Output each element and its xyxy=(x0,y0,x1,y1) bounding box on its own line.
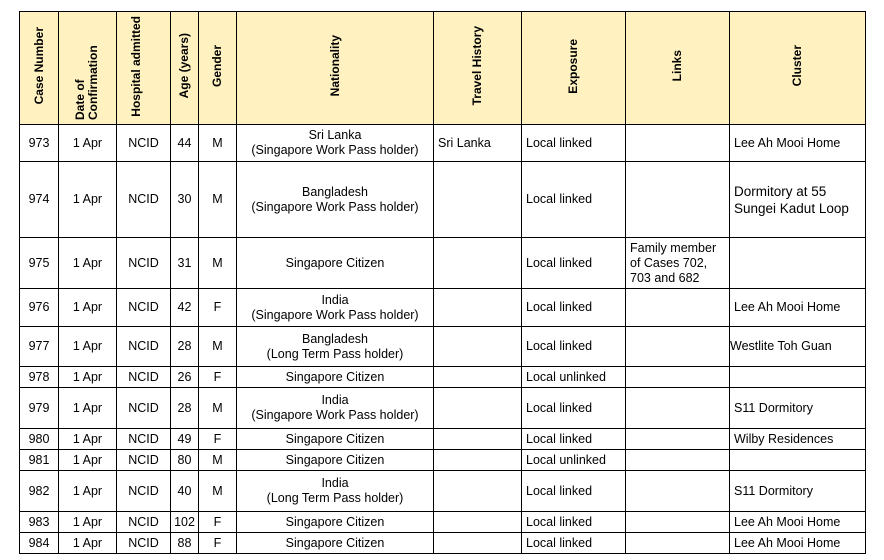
gender-cell: F xyxy=(199,367,237,388)
gender-cell: M xyxy=(199,388,237,429)
date-cell: 1 Apr xyxy=(59,471,117,512)
hospital-cell: NCID xyxy=(117,327,171,367)
exposure-cell: Local linked xyxy=(522,533,626,554)
age-cell: 102 xyxy=(171,512,199,533)
nationality-line: India xyxy=(321,393,349,407)
date-cell: 1 Apr xyxy=(59,388,117,429)
cluster-cell: Wilby Residences xyxy=(730,429,866,450)
exposure-cell: Local unlinked xyxy=(522,450,626,471)
pass-type-line: (Long Term Pass holder) xyxy=(266,491,404,505)
nationality-line: Singapore Citizen xyxy=(285,431,385,446)
travel-history-cell: Sri Lanka xyxy=(434,125,522,162)
date-cell: 1 Apr xyxy=(59,429,117,450)
pass-type-line: (Singapore Work Pass holder) xyxy=(251,143,419,157)
header-date: Date of Confirmation xyxy=(59,12,117,125)
pass-type-line: (Singapore Work Pass holder) xyxy=(251,408,419,422)
exposure-cell: Local linked xyxy=(522,388,626,429)
gender-cell: M xyxy=(199,471,237,512)
header-cluster: Cluster xyxy=(730,12,866,125)
travel-history-cell xyxy=(434,238,522,289)
age-cell: 49 xyxy=(171,429,199,450)
hospital-cell: NCID xyxy=(117,125,171,162)
cluster-cell: Lee Ah Mooi Home xyxy=(730,533,866,554)
exposure-cell: Local linked xyxy=(522,429,626,450)
nationality-line: Bangladesh xyxy=(301,331,369,346)
nationality-cell xyxy=(237,367,434,388)
age-cell: 31 xyxy=(171,238,199,289)
links-cell xyxy=(626,327,730,367)
hospital-cell: NCID xyxy=(117,533,171,554)
table-row xyxy=(20,238,866,289)
table-row xyxy=(20,512,866,533)
header-travel-history: Travel History xyxy=(434,12,522,125)
hospital-cell: NCID xyxy=(117,162,171,238)
gender-cell: F xyxy=(199,289,237,327)
travel-history-cell xyxy=(434,289,522,327)
header-row xyxy=(20,12,866,125)
date-cell: 1 Apr xyxy=(59,533,117,554)
header-nationality: Nationality xyxy=(237,12,434,125)
links-cell: Family member of Cases 702, 703 and 682 xyxy=(626,238,730,289)
links-cell xyxy=(626,450,730,471)
cluster-cell xyxy=(730,367,866,388)
pass-type-line: (Long Term Pass holder) xyxy=(266,346,404,361)
nationality-cell xyxy=(237,512,434,533)
nationality-cell xyxy=(237,450,434,471)
age-cell: 28 xyxy=(171,388,199,429)
nationality-line: Singapore Citizen xyxy=(285,255,385,270)
case-number-cell: 978 xyxy=(20,367,59,388)
nationality-line: Bangladesh xyxy=(301,184,369,199)
case-number-cell: 973 xyxy=(20,125,59,162)
cluster-cell: Dormitory at 55 Sungei Kadut Loop xyxy=(730,162,866,238)
age-cell: 28 xyxy=(171,327,199,367)
gender-cell: M xyxy=(199,162,237,238)
case-number-cell: 984 xyxy=(20,533,59,554)
exposure-cell: Local linked xyxy=(522,125,626,162)
travel-history-cell xyxy=(434,471,522,512)
links-cell xyxy=(626,471,730,512)
case-number-cell: 983 xyxy=(20,512,59,533)
exposure-cell: Local linked xyxy=(522,289,626,327)
age-cell: 44 xyxy=(171,125,199,162)
hospital-cell: NCID xyxy=(117,429,171,450)
pass-type-line: (Singapore Work Pass holder) xyxy=(251,307,419,322)
nationality-cell xyxy=(237,238,434,289)
travel-history-cell xyxy=(434,162,522,238)
gender-cell: F xyxy=(199,429,237,450)
table-row xyxy=(20,388,866,429)
table-row xyxy=(20,125,866,162)
travel-history-cell xyxy=(434,450,522,471)
cluster-cell: Westlite Toh Guan xyxy=(730,327,866,367)
hospital-cell: NCID xyxy=(117,238,171,289)
links-cell xyxy=(626,125,730,162)
links-cell xyxy=(626,367,730,388)
pass-type-line: (Singapore Work Pass holder) xyxy=(251,199,419,214)
nationality-line: India xyxy=(321,476,349,490)
nationality-cell xyxy=(237,533,434,554)
age-cell: 40 xyxy=(171,471,199,512)
date-cell: 1 Apr xyxy=(59,367,117,388)
nationality-line: Sri Lanka xyxy=(308,128,362,142)
header-exposure: Exposure xyxy=(522,12,626,125)
case-number-cell: 977 xyxy=(20,327,59,367)
gender-cell: F xyxy=(199,533,237,554)
header-gender: Gender xyxy=(199,12,237,125)
nationality-cell xyxy=(237,471,434,512)
case-number-cell: 982 xyxy=(20,471,59,512)
gender-cell: F xyxy=(199,512,237,533)
age-cell: 30 xyxy=(171,162,199,238)
nationality-cell xyxy=(237,429,434,450)
case-number-cell: 979 xyxy=(20,388,59,429)
nationality-cell xyxy=(237,388,434,429)
exposure-cell: Local linked xyxy=(522,512,626,533)
hospital-cell: NCID xyxy=(117,471,171,512)
links-cell xyxy=(626,429,730,450)
date-cell: 1 Apr xyxy=(59,238,117,289)
table-row xyxy=(20,327,866,367)
links-cell xyxy=(626,533,730,554)
case-number-cell: 980 xyxy=(20,429,59,450)
hospital-cell: NCID xyxy=(117,367,171,388)
table-row xyxy=(20,471,866,512)
table-row xyxy=(20,533,866,554)
case-number-cell: 981 xyxy=(20,450,59,471)
exposure-cell: Local linked xyxy=(522,238,626,289)
header-case-number: Case Number xyxy=(20,12,59,125)
travel-history-cell xyxy=(434,367,522,388)
cluster-cell: Lee Ah Mooi Home xyxy=(730,289,866,327)
exposure-cell: Local linked xyxy=(522,471,626,512)
date-cell: 1 Apr xyxy=(59,450,117,471)
links-cell xyxy=(626,289,730,327)
age-cell: 26 xyxy=(171,367,199,388)
travel-history-cell xyxy=(434,512,522,533)
gender-cell: M xyxy=(199,450,237,471)
hospital-cell: NCID xyxy=(117,388,171,429)
hospital-cell: NCID xyxy=(117,289,171,327)
table-row xyxy=(20,367,866,388)
table-row xyxy=(20,429,866,450)
nationality-cell xyxy=(237,327,434,367)
cluster-cell: Lee Ah Mooi Home xyxy=(730,125,866,162)
date-cell: 1 Apr xyxy=(59,162,117,238)
links-cell xyxy=(626,512,730,533)
links-cell xyxy=(626,388,730,429)
travel-history-cell xyxy=(434,429,522,450)
cluster-cell: S11 Dormitory xyxy=(730,388,866,429)
date-cell: 1 Apr xyxy=(59,125,117,162)
cluster-cell xyxy=(730,238,866,289)
travel-history-cell xyxy=(434,533,522,554)
table-row xyxy=(20,450,866,471)
nationality-cell xyxy=(237,162,434,238)
gender-cell: M xyxy=(199,327,237,367)
nationality-cell xyxy=(237,125,434,162)
table-body xyxy=(20,125,866,554)
nationality-line: Singapore Citizen xyxy=(285,452,385,467)
exposure-cell: Local linked xyxy=(522,162,626,238)
case-number-cell: 976 xyxy=(20,289,59,327)
links-cell xyxy=(626,162,730,238)
nationality-line: India xyxy=(321,292,349,307)
travel-history-cell xyxy=(434,327,522,367)
cluster-cell: Lee Ah Mooi Home xyxy=(730,512,866,533)
table-row xyxy=(20,162,866,238)
hospital-cell: NCID xyxy=(117,450,171,471)
age-cell: 88 xyxy=(171,533,199,554)
date-cell: 1 Apr xyxy=(59,289,117,327)
nationality-line: Singapore Citizen xyxy=(285,369,385,384)
exposure-cell: Local linked xyxy=(522,327,626,367)
nationality-cell xyxy=(237,289,434,327)
header-links: Links xyxy=(626,12,730,125)
age-cell: 80 xyxy=(171,450,199,471)
cases-table xyxy=(19,11,866,554)
gender-cell: M xyxy=(199,125,237,162)
header-hospital: Hospital admitted xyxy=(117,12,171,125)
hospital-cell: NCID xyxy=(117,512,171,533)
case-number-cell: 974 xyxy=(20,162,59,238)
travel-history-cell xyxy=(434,388,522,429)
date-cell: 1 Apr xyxy=(59,327,117,367)
table-row xyxy=(20,289,866,327)
nationality-line: Singapore Citizen xyxy=(285,535,385,550)
exposure-cell: Local unlinked xyxy=(522,367,626,388)
age-cell: 42 xyxy=(171,289,199,327)
header-age: Age (years) xyxy=(171,12,199,125)
cluster-cell xyxy=(730,450,866,471)
nationality-line: Singapore Citizen xyxy=(285,514,385,529)
date-cell: 1 Apr xyxy=(59,512,117,533)
cluster-cell: S11 Dormitory xyxy=(730,471,866,512)
case-number-cell: 975 xyxy=(20,238,59,289)
gender-cell: M xyxy=(199,238,237,289)
